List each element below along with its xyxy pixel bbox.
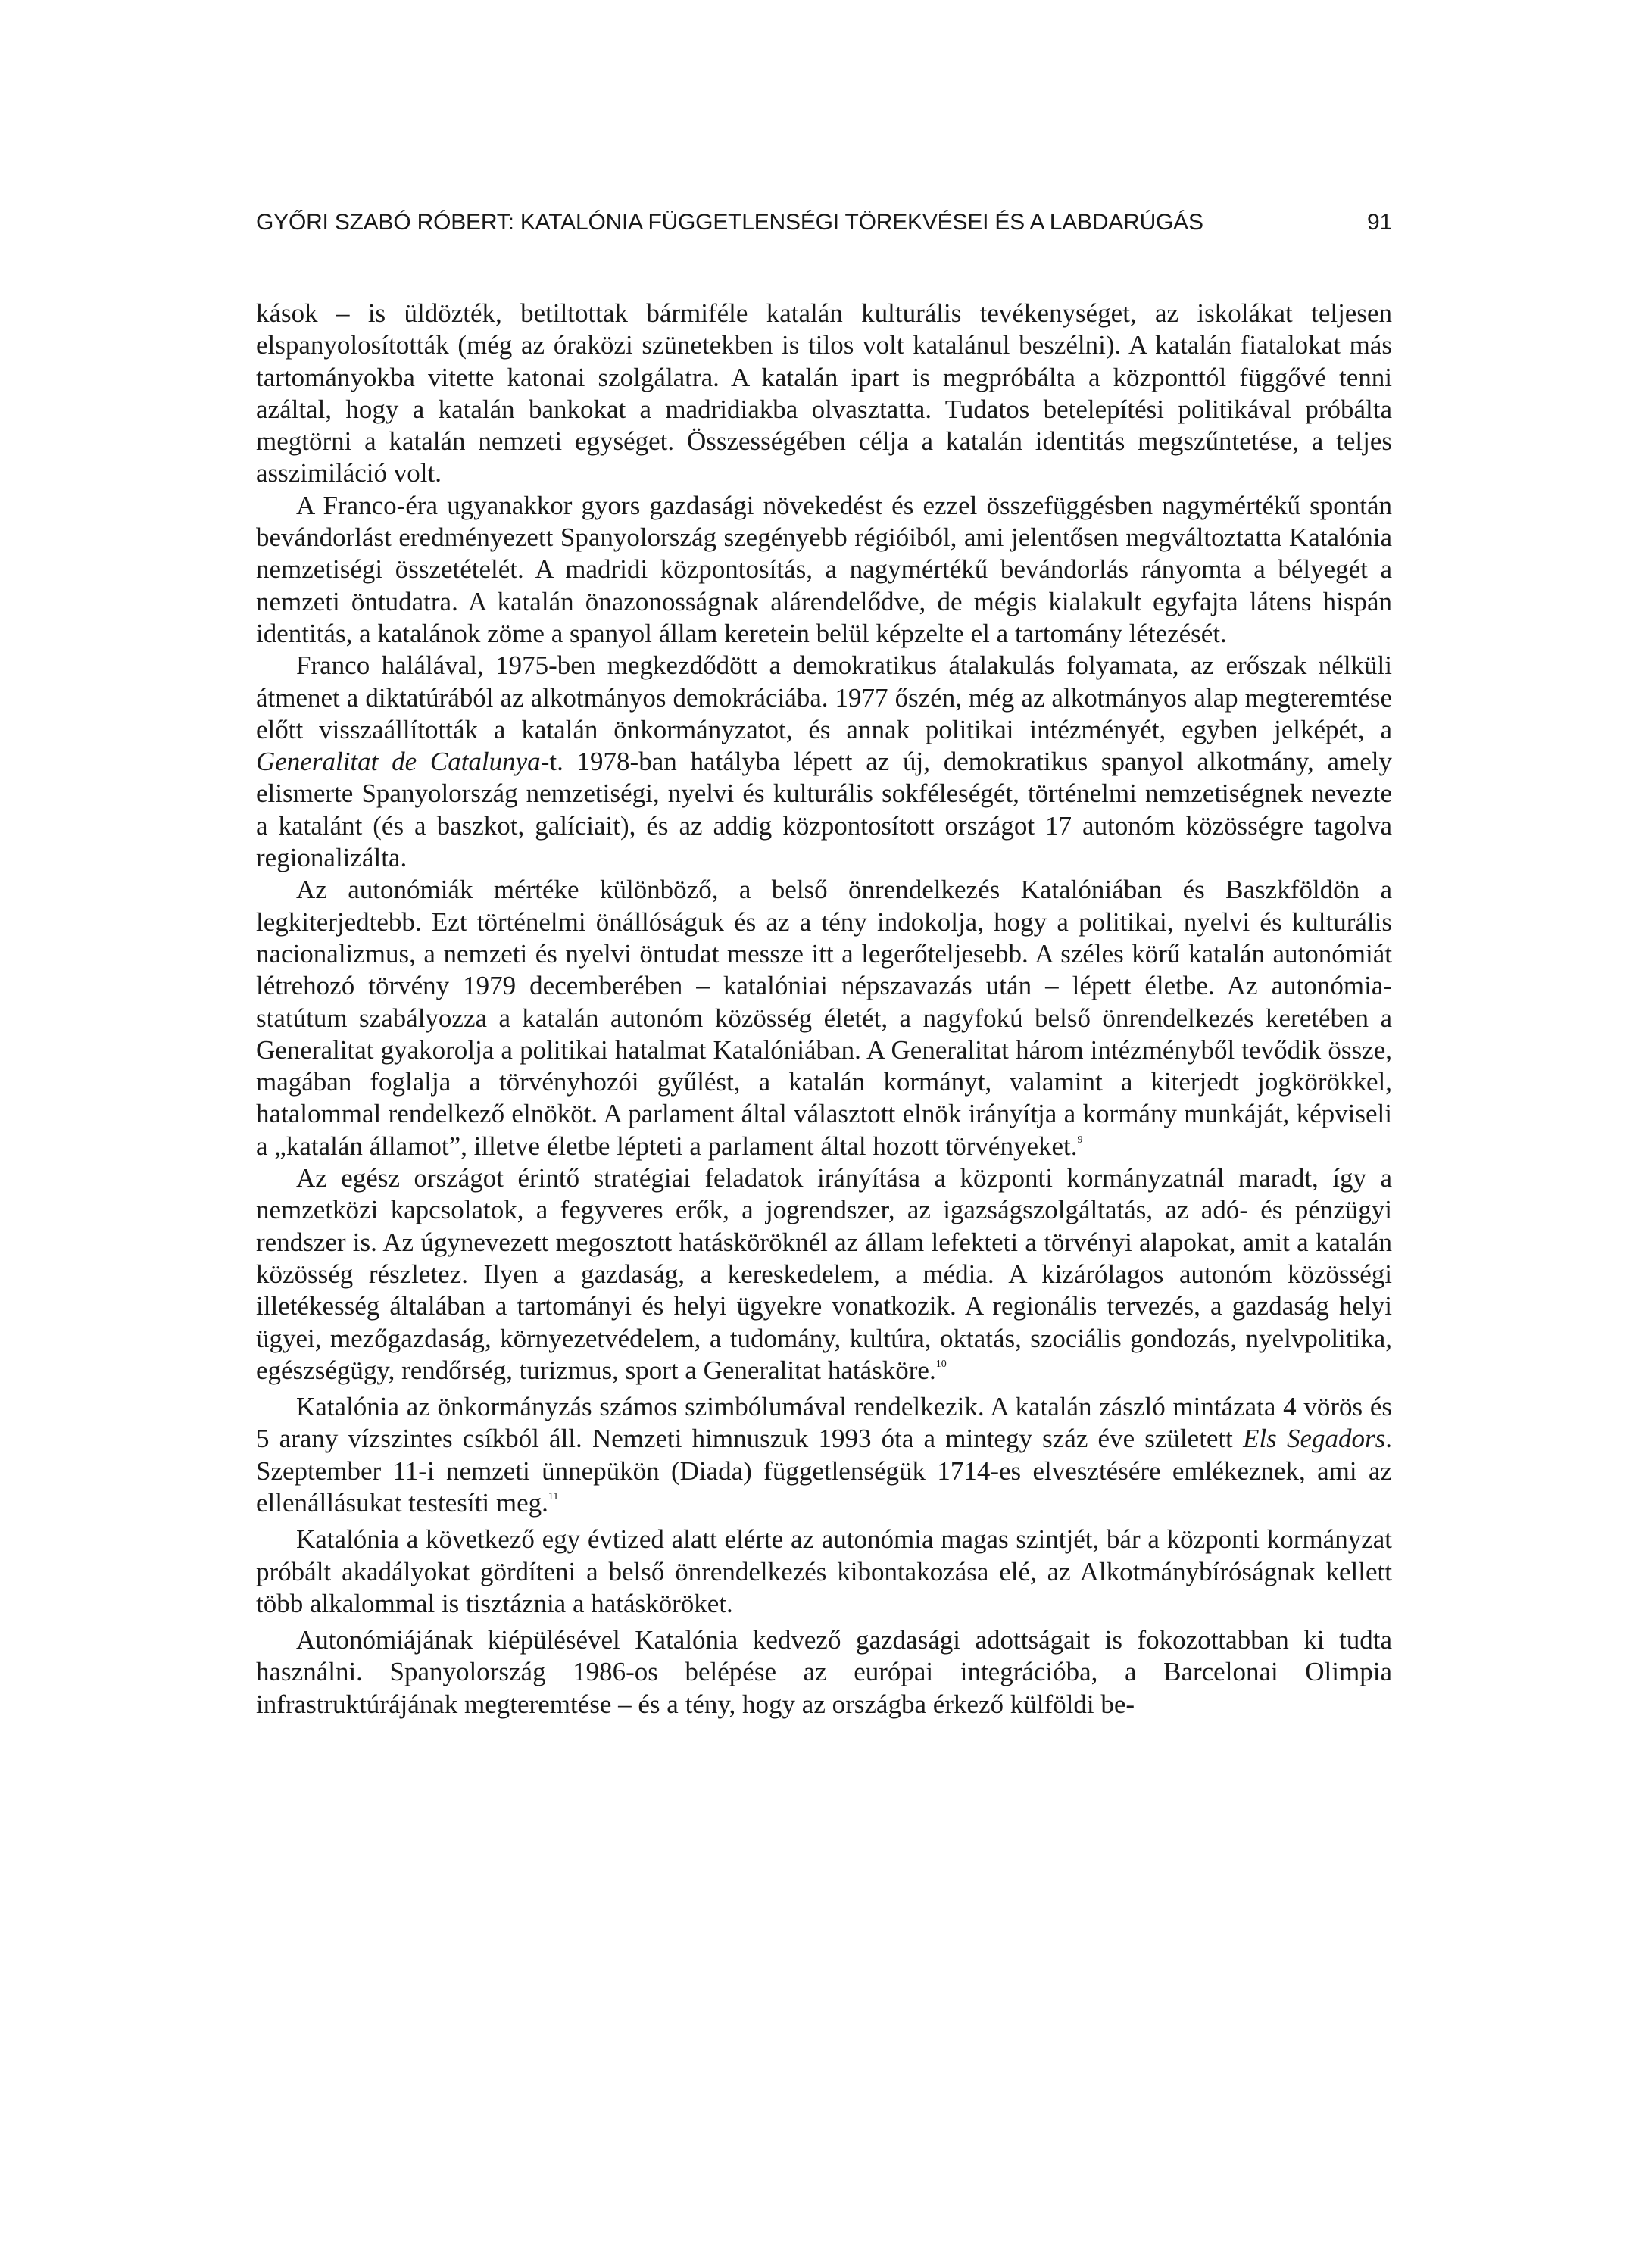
- generalitat-title-italic: Generalitat de Catalunya: [256, 747, 541, 777]
- paragraph-3-text-before: Franco halálával, 1975-ben megkezdődött a demokratikus átalakulás folyamata, az erőszak nélküli átmenet a diktatúrából az alkotmányos demokráciába. 1977 őszén, még az alkotmányos alap megteremtése előtt visszaállították a katalán önkormányzatot, és annak politikai intézményét, egyben jelképét, a: [256, 650, 1392, 744]
- paragraph-4: [256, 874, 1392, 1162]
- paragraph-3: [256, 650, 1392, 874]
- anthem-title-italic: Els Segadors: [1243, 1424, 1386, 1454]
- paragraph-6-text-before: Katalónia az önkormányzás számos szimbólumával rendelkezik. A katalán zászló mintázata 4 vörös és 5 arany vízszintes csíkból áll. Nemzeti himnuszuk 1993 óta a mintegy száz éve született: [256, 1392, 1392, 1454]
- paragraph-6: [256, 1391, 1392, 1519]
- running-head-title: GYŐRI SZABÓ RÓBERT: KATALÓNIA FÜGGETLENSÉGI TÖREKVÉSEI ÉS A LABDARÚGÁS: [256, 210, 1203, 235]
- paragraph-2: A Franco-éra ugyanakkor gyors gazdasági növekedést és ezzel összefüggésben nagymértékű spontán bevándorlást eredményezett Spanyolország szegényebb régióiból, ami jelentősen megváltoztatta Katalónia nemzetiségi összetételét. A madridi központosítás, a nagymértékű bevándorlás rányomta a bélyegét a nemzeti öntudatra. A katalán önazonosságnak alárendelődve, de mégis kialakult egyfajta látens hispán identitás, a katalánok zöme a spanyol állam keretein belül képzelte el a tartomány létezését.: [256, 490, 1392, 648]
- footnote-marker-11: 11: [548, 1490, 559, 1502]
- paragraph-4-text: Az autonómiák mértéke különböző, a belső önrendelkezés Katalóniában és Baszkföldön a legkiterjedtebb. Ezt történelmi önállóságuk és az a tény indokolja, hogy a politikai, nyelvi és kulturális nacionalizmus, a nemzeti és nyelvi öntudat messze itt a legerőteljesebb. A széles körű katalán autonómiát létrehozó törvény 1979 decemberében – katalóniai népszavazás után – lépett életbe. Az autonómia-statútum szabályozza a katalán autonóm közösség életét, a nagyfokú belső önrendelkezés keretében a Generalitat gyakorolja a politikai hatalmat Katalóniában. A Generalitat három intézményből tevődik össze, magában foglalja a törvényhozói gyűlést, a katalán kormányt, valamint a kiterjedt jogkörökkel, hatalommal rendelkező elnököt. A parlament által választott elnök irányítja a kormány munkáját, képviseli a „katalán államot”, illetve életbe lépteti a parlament által hozott törvényeket.: [256, 875, 1392, 1161]
- paragraph-7: Katalónia a következő egy évtized alatt elérte az autonómia magas szintjét, bár a központi kormányzat próbált akadályokat gördíteni a belső önrendelkezés kibontakozása elé, az Alkotmánybíróságnak kellett több alkalommal is tisztáznia a hatásköröket.: [256, 1524, 1392, 1618]
- body-text: [256, 298, 1392, 1720]
- paragraph-8: Autonómiájának kiépülésével Katalónia kedvező gazdasági adottságait is fokozottabban ki tudta használni. Spanyolország 1986-os belépése az európai integrációba, a Barcelonai Olimpia infrastruktúrájának megteremtése – és a tény, hogy az országba érkező külföldi be-: [256, 1625, 1392, 1719]
- footnote-marker-9: 9: [1077, 1134, 1083, 1146]
- running-head: [256, 207, 1392, 238]
- paragraph-5-text: Az egész országot érintő stratégiai feladatok irányítása a központi kormányzatnál maradt, így a nemzetközi kapcsolatok, a fegyveres erők, a jogrendszer, az igazságszolgáltatás, az adó- és pénzügyi rendszer is. Az úgynevezett megosztott hatásköröknél az állam lefekteti a törvényi alapokat, amit a katalán közösség részletez. Ilyen a gazdaság, a kereskedelem, a média. A kizárólagos autonóm közösségi illetékesség általában a tartományi és helyi ügyekre vonatkozik. A regionális tervezés, a gazdaság helyi ügyei, mezőgazdaság, környezetvédelem, a tudomány, kultúra, oktatás, szociális gondozás, nyelvpolitika, egészségügy, rendőrség, turizmus, sport a Generalitat hatásköre.: [256, 1163, 1392, 1385]
- footnote-marker-10: 10: [935, 1358, 947, 1370]
- paragraph-1: kások – is üldözték, betiltottak bármiféle katalán kulturális tevékenységet, az iskolákat teljesen elspanyolosították (még az óraközi szünetekben is tilos volt katalánul beszélni). A katalán fiatalokat más tartományokba vitette katonai szolgálatra. A katalán ipart is megpróbálta a központtól függővé tenni azáltal, hogy a katalán bankokat a madridiakba olvasztatta. Tudatos betelepítési politikával próbálta megtörni a katalán nemzeti egységet. Összességében célja a katalán identitás megszűntetése, a teljes asszimiláció volt.: [256, 298, 1392, 488]
- paragraph-6-text-after: . Szeptember 11-i nemzeti ünnepükön (Diada) függetlenségük 1714-es elvesztésére emlékeznek, ami az ellenállásukat testesíti meg.: [256, 1424, 1393, 1518]
- page-number: 91: [1367, 210, 1392, 235]
- paragraph-3-text-after: -t. 1978-ban hatályba lépett az új, demokratikus spanyol alkotmány, amely elismerte Spanyolország nemzetiségi, nyelvi és kulturális sokféleségét, történelmi nemzetiségnek nevezte a katalánt (és a baszkot, galíciait), és az addig központosított országot 17 autonóm közösségre tagolva regionalizálta.: [256, 747, 1392, 873]
- paragraph-5: [256, 1162, 1392, 1387]
